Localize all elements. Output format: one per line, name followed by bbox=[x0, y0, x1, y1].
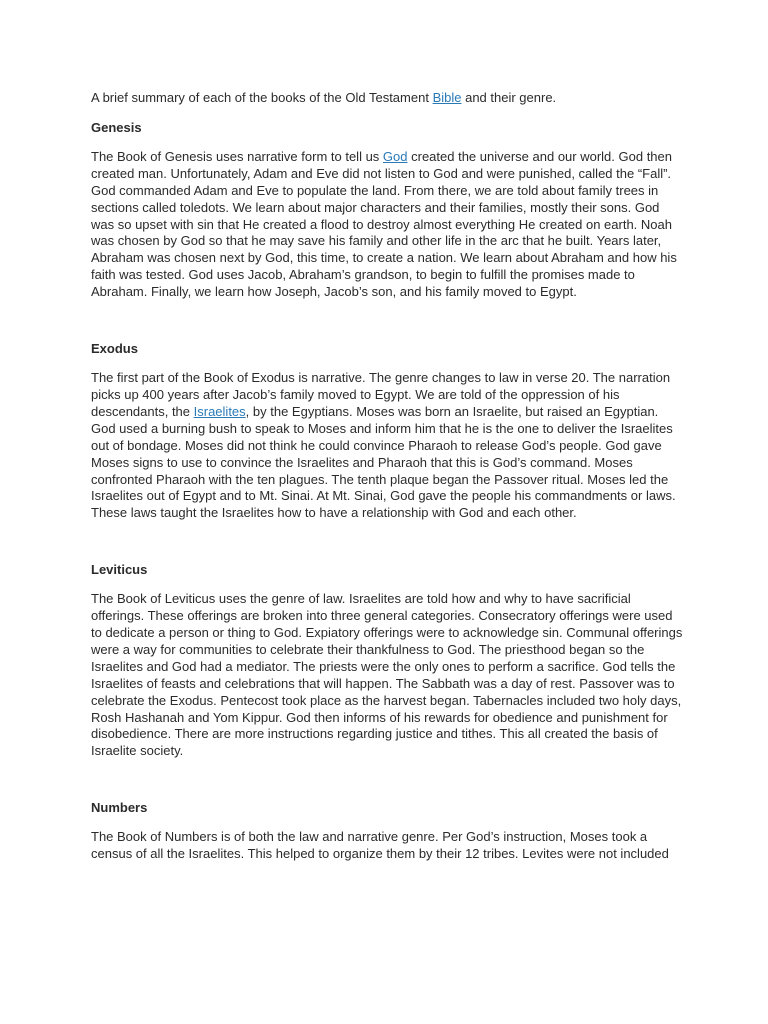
exodus-heading: Exodus bbox=[91, 341, 138, 357]
genesis-paragraph bbox=[91, 149, 683, 301]
document-page bbox=[91, 90, 683, 863]
intro-text-after: and their genre. bbox=[461, 90, 557, 105]
numbers-paragraph: The Book of Numbers is of both the law and narrative genre. Per God’s instruction, Moses took a census of all the Israelites. This helped to organize them by their 12 tribes. Levites were not included bbox=[91, 829, 669, 862]
bible-link[interactable]: Bible bbox=[432, 90, 462, 105]
intro-paragraph bbox=[91, 90, 683, 107]
israelites-link[interactable]: Israelites bbox=[193, 403, 246, 419]
genesis-heading: Genesis bbox=[91, 119, 142, 135]
intro-text-before: A brief summary of each of the books of the Old Testament bbox=[91, 90, 433, 105]
leviticus-heading: Leviticus bbox=[91, 562, 148, 578]
genesis-text-before: The Book of Genesis uses narrative form to tell us bbox=[91, 148, 383, 164]
numbers-heading: Numbers bbox=[91, 800, 148, 816]
god-link[interactable]: God bbox=[382, 148, 408, 164]
exodus-text-before: The first part of the Book of Exodus is narrative. The genre changes to law in verse 20. The narration picks up 400 years after Jacob’s family moved to Egypt. We are told of the oppression of his descendants, the bbox=[91, 370, 671, 419]
genesis-text-after: created the universe and our world. God then created man. Unfortunately, Adam and Eve did not listen to God and were punished, called the “Fall”. God commanded Adam and Eve to populate the land. From there, we are told about family trees in sections called toledots. We learn about major characters and their families, mostly their sons. God was so upset with sin that He created a flood to destroy almost everything He created on earth. Noah was chosen by God so that he may save his family and other life in the arc that he built. Years later, Abraham was chosen next by God, this time, to create a nation. We learn about Abraham and how his faith was tested. God uses Jacob, Abraham’s grandson, to begin to fulfill the promises made to Abraham. Finally, we learn how Joseph, Jacob’s son, and his family moved to Egypt. bbox=[91, 148, 677, 300]
exodus-text-after: , by the Egyptians. Moses was born an Israelite, but raised an Egyptian. God used a burning bush to speak to Moses and inform him that he is the one to deliver the Israelites out of bondage. Moses did not think he could convince Pharaoh to release God’s people. God gave Moses signs to use to convince the Israelites and Pharaoh that this is God’s command. Moses confronted Pharaoh with the ten plagues. The tenth plaque began the Passover ritual. Moses led the Israelites out of Egypt and to Mt. Sinai. At Mt. Sinai, God gave the people his commandments or laws. These laws taught the Israelites how to have a relationship with God and each other. bbox=[91, 403, 676, 521]
exodus-paragraph bbox=[91, 370, 683, 522]
leviticus-paragraph: The Book of Leviticus uses the genre of law. Israelites are told how and why to have sacrificial offerings. These offerings are broken into three general categories. Consecratory offerings were used to dedicate a person or thing to God. Expiatory offerings were to acknowledge sin. Communal offerings were a way for communities to celebrate their thankfulness to God. The priesthood began so the Israelites and God had a mediator. The priests were the only ones to perform a sacrifice. God tells the Israelites of feasts and celebrations that will happen. The Sabbath was a day of rest. Passover was to celebrate the Exodus. Pentecost took place as the harvest began. Tabernacles included two holy days, Rosh Hashanah and Yom Kippur. God then informs of his rewards for obedience and punishment for disobedience. There are more instructions regarding justice and tithes. This all created the basis of Israelite society. bbox=[91, 591, 683, 759]
